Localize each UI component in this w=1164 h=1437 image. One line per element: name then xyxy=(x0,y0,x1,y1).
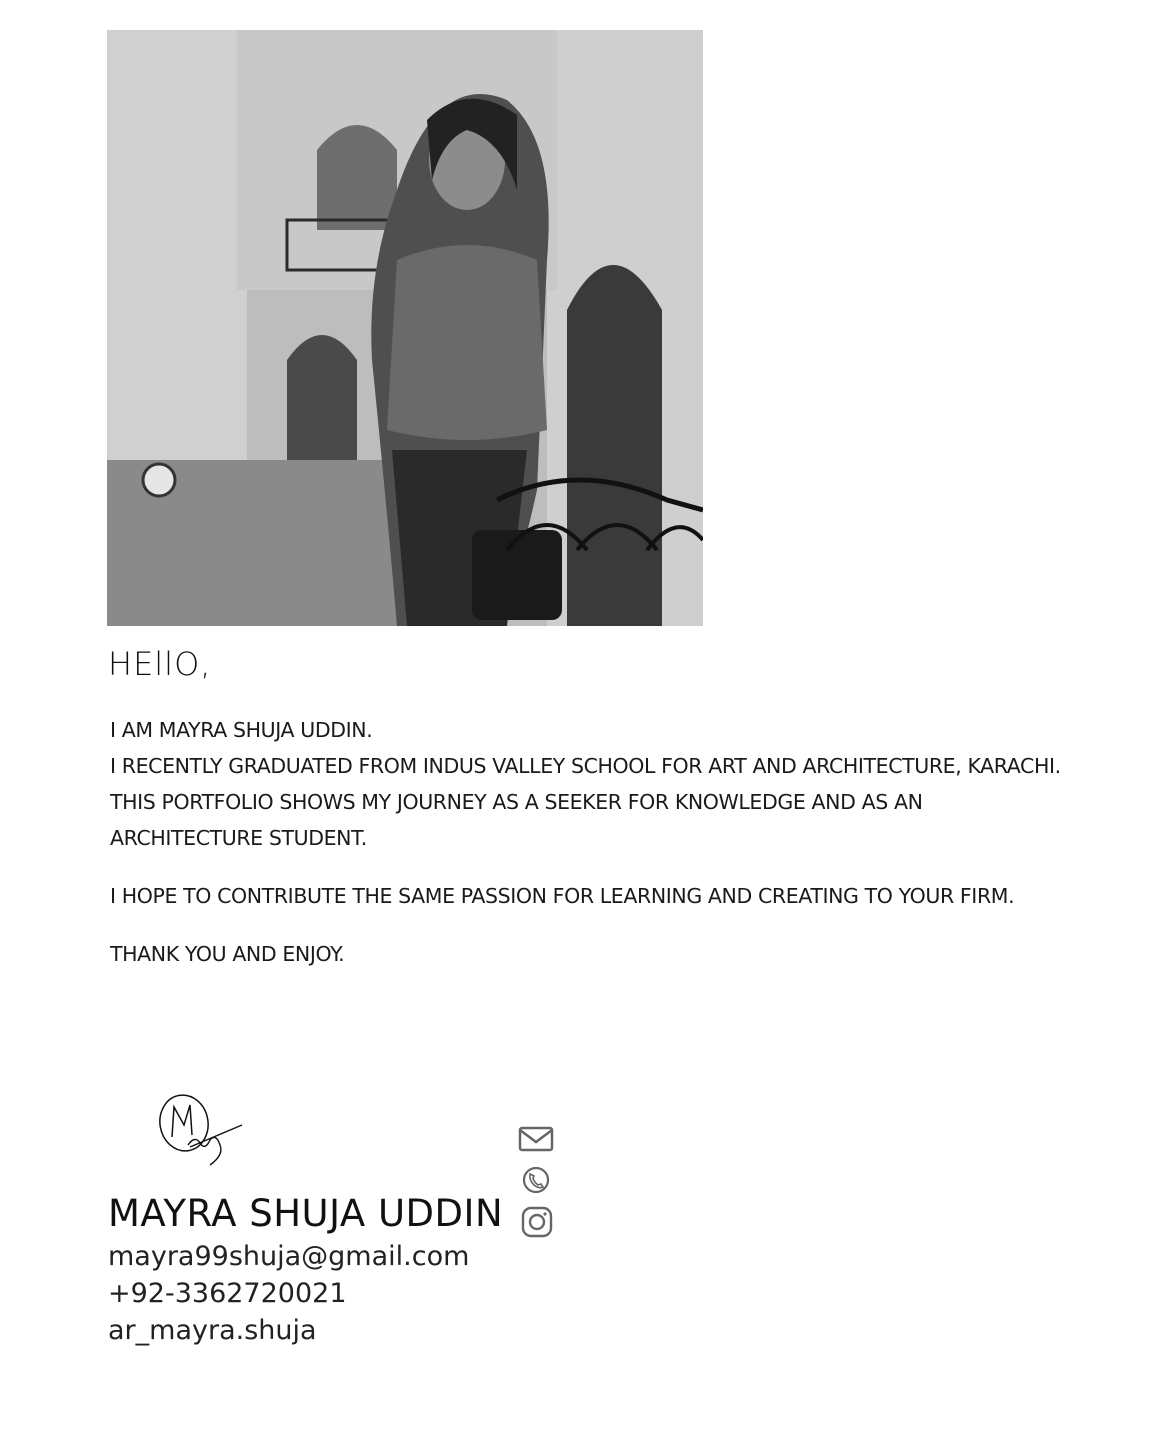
full-name: MAYRA SHUJA UDDIN xyxy=(108,1192,504,1235)
intro-line: I RECENTLY GRADUATED FROM INDUS VALLEY SCHOOL FOR ART AND ARCHITECTURE, KARACHI. xyxy=(110,754,1061,778)
phone-text[interactable]: +92-3362720021 xyxy=(108,1278,347,1309)
contact-icons xyxy=(517,1124,559,1249)
contact-details xyxy=(108,1238,469,1349)
intro-line: I HOPE TO CONTRIBUTE THE SAME PASSION FOR LEARNING AND CREATING TO YOUR FIRM. xyxy=(110,884,1015,908)
greeting: HEllO, xyxy=(108,645,212,683)
phone-icon xyxy=(517,1165,559,1200)
instagram-handle[interactable]: ar_mayra.shuja xyxy=(108,1315,317,1346)
spacer xyxy=(110,856,1150,878)
intro-line: THIS PORTFOLIO SHOWS MY JOURNEY AS A SEEKER FOR KNOWLEDGE AND AS AN xyxy=(110,790,923,814)
handwritten-signature xyxy=(150,1085,250,1175)
intro-line: THANK YOU AND ENJOY. xyxy=(110,942,345,966)
spacer xyxy=(110,914,1150,936)
intro-line: I AM MAYRA SHUJA UDDIN. xyxy=(110,718,373,742)
intro-text xyxy=(110,712,1150,972)
profile-photo xyxy=(107,30,703,626)
email-text[interactable]: mayra99shuja@gmail.com xyxy=(108,1241,470,1272)
intro-line: ARCHITECTURE STUDENT. xyxy=(110,826,367,850)
instagram-icon xyxy=(517,1206,559,1243)
mail-icon xyxy=(517,1124,559,1159)
